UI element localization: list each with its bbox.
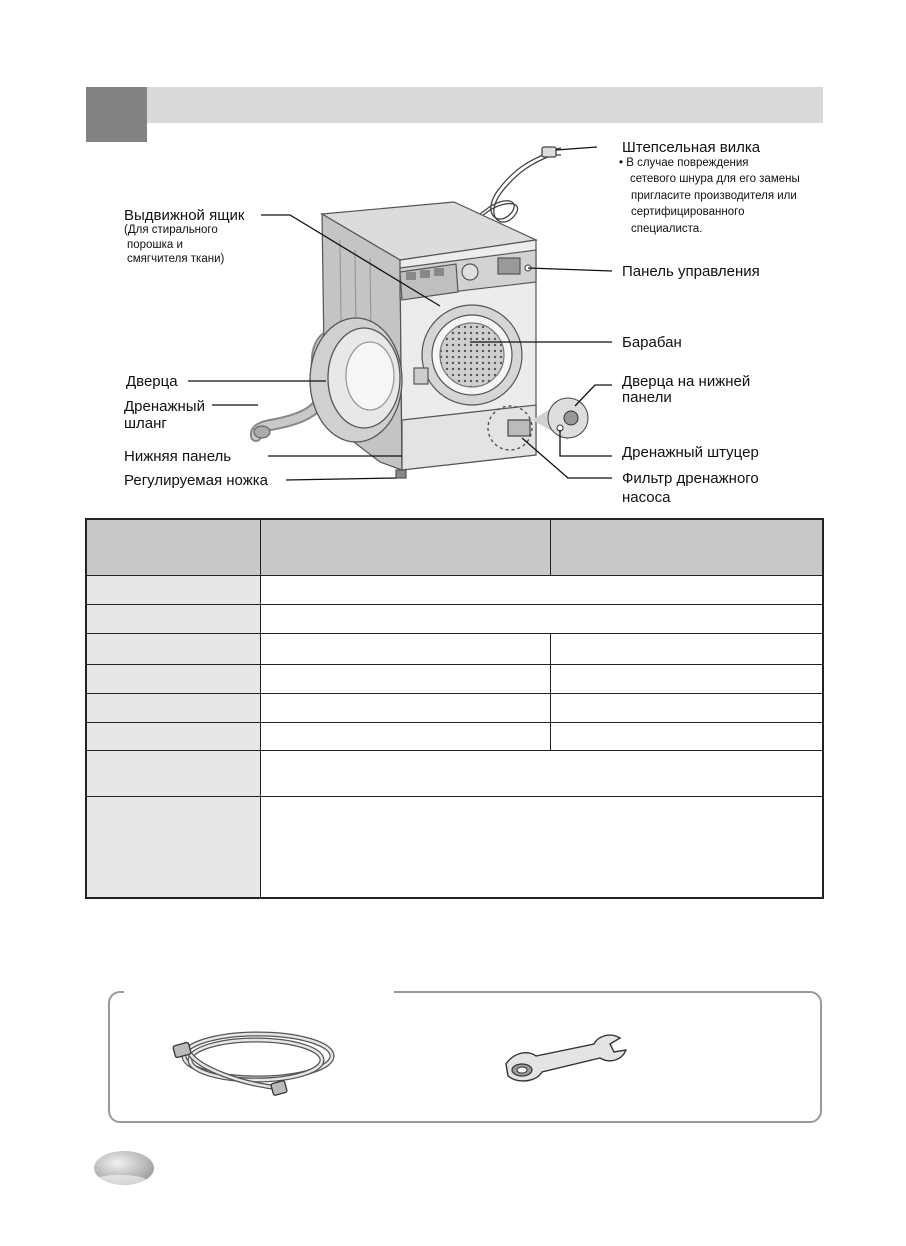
label-adjustable-foot: Регулируемая ножка [124,472,268,489]
label-lower-door-2: панели [622,389,672,406]
table-value-cell [550,634,823,665]
spanner-icon [492,1028,632,1088]
plug-note-5: специалиста. [631,223,703,235]
table-row [86,665,823,694]
label-drawer: Выдвижной ящик [124,207,245,224]
table-category-cell [86,723,260,751]
accessories-title-gap [124,985,394,997]
drawer-note-2: порошка и [127,239,183,251]
label-control-panel: Панель управления [622,263,760,280]
table-value-cell [260,751,823,797]
door-icon [310,318,402,442]
inlet-hose-icon [170,1018,340,1108]
table-row [86,751,823,797]
table-value-cell [550,694,823,723]
table-category-cell [86,634,260,665]
label-drain-nozzle: Дренажный штуцер [622,444,759,461]
label-pump-filter-1: Фильтр дренажного [622,470,759,487]
table-value-cell [260,634,550,665]
label-drain-hose-2: шланг [124,415,167,432]
plug-note-4: сертифицированного [631,206,745,218]
table-value-cell [260,723,550,751]
table-header-row [86,519,823,576]
label-drum: Барабан [622,334,682,351]
table-value-cell [260,576,823,605]
label-lower-door-1: Дверца на нижней [622,373,751,390]
label-lower-panel: Нижняя панель [124,448,232,465]
table-value-cell [260,665,550,694]
table-header-cell [550,519,823,576]
label-plug: Штепсельная вилка [622,139,761,156]
table-row [86,797,823,898]
drawer-note-3: смягчителя ткани) [127,253,225,265]
table-row [86,605,823,634]
table-header-cell [86,519,260,576]
drawer-note-1: (Для стирального [124,224,218,236]
table-row [86,694,823,723]
spec-table [85,518,824,899]
table-category-cell [86,751,260,797]
table-value-cell [550,723,823,751]
plug-note-2: сетевого шнура для его замены [630,173,800,185]
plug-note-3: пригласите производителя или [631,190,797,202]
table-row [86,634,823,665]
table-category-cell [86,797,260,898]
table-category-cell [86,605,260,634]
table-row [86,576,823,605]
table-category-cell [86,576,260,605]
table-category-cell [86,694,260,723]
label-drain-hose-1: Дренажный [124,398,205,415]
plug-note-1: • В случае повреждения [619,157,749,169]
table-value-cell [260,797,823,898]
table-header-cell [260,519,550,576]
table-value-cell [550,665,823,694]
page-number-badge [92,1150,155,1187]
label-door: Дверца [126,373,178,390]
table-value-cell [260,694,550,723]
table-category-cell [86,665,260,694]
label-pump-filter-2: насоса [622,489,671,506]
table-row [86,723,823,751]
table-value-cell [260,605,823,634]
